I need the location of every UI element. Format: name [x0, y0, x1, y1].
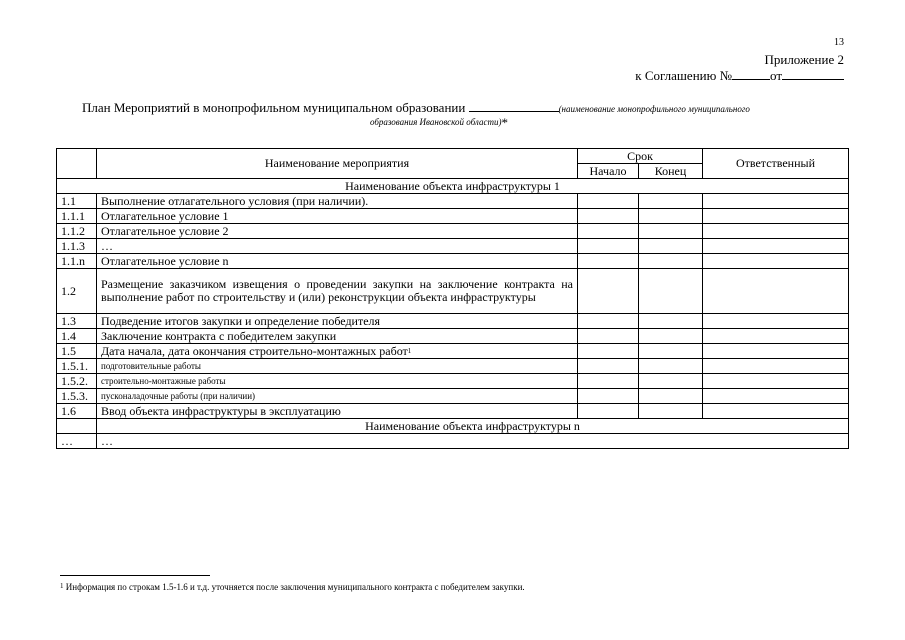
row-end [639, 404, 703, 419]
row-end [639, 254, 703, 269]
row-end [639, 344, 703, 359]
row-start [578, 194, 639, 209]
row-number: 1.1.1 [57, 209, 97, 224]
agreement-from: от [769, 68, 782, 83]
row-number: 1.5.3. [57, 389, 97, 404]
row-event: Заключение контракта с победителем закупки [97, 329, 578, 344]
agreement-prefix: к Соглашению № [635, 68, 732, 83]
row-number: 1.1.n [57, 254, 97, 269]
header-number-cell [57, 149, 97, 179]
row-end [639, 209, 703, 224]
row-number: 1.1.2 [57, 224, 97, 239]
municipality-blank [469, 100, 559, 112]
title-star: * [501, 115, 508, 130]
row-start [578, 239, 639, 254]
agreement-reference [635, 68, 844, 84]
row-event: Выполнение отлагательного условия (при наличии). [97, 194, 578, 209]
row-event: Размещение заказчиком извещения о проведении закупки на заключение контракта на выполнение работ по строительству и (или) реконструкции объекта инфраструктуры [97, 269, 578, 314]
title-note-line2: образования Ивановской области) [370, 117, 502, 127]
table-row [57, 359, 849, 374]
title-note-line1: (наименование монопрофильного муниципального [558, 104, 750, 114]
section-row-1 [57, 179, 849, 194]
table-row [57, 269, 849, 314]
table-row [57, 194, 849, 209]
title-note-continuation [370, 117, 508, 133]
row-end [639, 359, 703, 374]
row-end [639, 374, 703, 389]
table-row [57, 329, 849, 344]
row-number: 1.1.3 [57, 239, 97, 254]
row-responsible [703, 344, 849, 359]
row-start [578, 404, 639, 419]
table-row [57, 389, 849, 404]
page-number: 13 [834, 37, 844, 48]
row-event: Ввод объекта инфраструктуры в эксплуатацию [97, 404, 578, 419]
row-end [639, 239, 703, 254]
header-responsible: Ответственный [703, 149, 849, 179]
row-event: … [97, 434, 849, 449]
header-event: Наименование мероприятия [97, 149, 578, 179]
row-number: 1.4 [57, 329, 97, 344]
agreement-date-blank [782, 68, 844, 80]
footnote [60, 582, 525, 592]
row-event: строительно-монтажные работы [97, 374, 578, 389]
row-responsible [703, 269, 849, 314]
row-start [578, 269, 639, 314]
section-n-number-cell [57, 419, 97, 434]
plan-table [56, 148, 849, 449]
row-responsible [703, 404, 849, 419]
row-responsible [703, 389, 849, 404]
row-end [639, 194, 703, 209]
section-title-n: Наименование объекта инфраструктуры n [97, 419, 849, 434]
row-end [639, 389, 703, 404]
row-event: Подведение итогов закупки и определение победителя [97, 314, 578, 329]
table-row [57, 344, 849, 359]
table-row [57, 434, 849, 449]
footnote-mark: 1 [60, 582, 64, 590]
row-number: 1.5.2. [57, 374, 97, 389]
row-start [578, 374, 639, 389]
row-event: подготовительные работы [97, 359, 578, 374]
table-row [57, 314, 849, 329]
row-number: 1.2 [57, 269, 97, 314]
footnote-divider [60, 575, 210, 576]
row-responsible [703, 314, 849, 329]
row-start [578, 224, 639, 239]
row-start [578, 209, 639, 224]
agreement-number-blank [732, 68, 770, 80]
footnote-text: Информация по строкам 1.5-1.6 и т.д. уточняется после заключения муниципального контракта с победителем закупки. [65, 582, 525, 592]
row-responsible [703, 329, 849, 344]
row-start [578, 344, 639, 359]
table-row [57, 254, 849, 269]
row-end [639, 314, 703, 329]
row-event-cell [97, 344, 578, 359]
row-number: 1.3 [57, 314, 97, 329]
row-start [578, 359, 639, 374]
row-responsible [703, 254, 849, 269]
table-row [57, 239, 849, 254]
document-title [82, 100, 750, 116]
table-row [57, 224, 849, 239]
row-start [578, 389, 639, 404]
row-number: 1.5.1. [57, 359, 97, 374]
footnote-ref: 1 [407, 346, 412, 355]
row-event: Отлагательное условие n [97, 254, 578, 269]
header-start: Начало [578, 164, 639, 179]
row-responsible [703, 209, 849, 224]
row-number: … [57, 434, 97, 449]
row-responsible [703, 374, 849, 389]
row-number: 1.6 [57, 404, 97, 419]
row-event: Отлагательное условие 1 [97, 209, 578, 224]
appendix-label: Приложение 2 [764, 52, 844, 67]
row-number: 1.1 [57, 194, 97, 209]
row-event: … [97, 239, 578, 254]
row-responsible [703, 224, 849, 239]
row-event: Отлагательное условие 2 [97, 224, 578, 239]
table-row [57, 404, 849, 419]
row-start [578, 254, 639, 269]
header-end: Конец [639, 164, 703, 179]
row-end [639, 329, 703, 344]
row-end [639, 224, 703, 239]
row-event: Дата начала, дата окончания строительно-монтажных работ [101, 343, 408, 358]
title-main: План Мероприятий в монопрофильном муниципальном образовании [82, 100, 466, 115]
row-number: 1.5 [57, 344, 97, 359]
row-end [639, 269, 703, 314]
section-row-n [57, 419, 849, 434]
row-responsible [703, 239, 849, 254]
row-responsible [703, 194, 849, 209]
table-row [57, 374, 849, 389]
table-row [57, 209, 849, 224]
table-header-row-1 [57, 149, 849, 164]
section-title-1: Наименование объекта инфраструктуры 1 [57, 179, 849, 194]
row-start [578, 314, 639, 329]
row-event: пусконаладочные работы (при наличии) [97, 389, 578, 404]
row-start [578, 329, 639, 344]
header-term: Срок [578, 149, 703, 164]
row-responsible [703, 359, 849, 374]
